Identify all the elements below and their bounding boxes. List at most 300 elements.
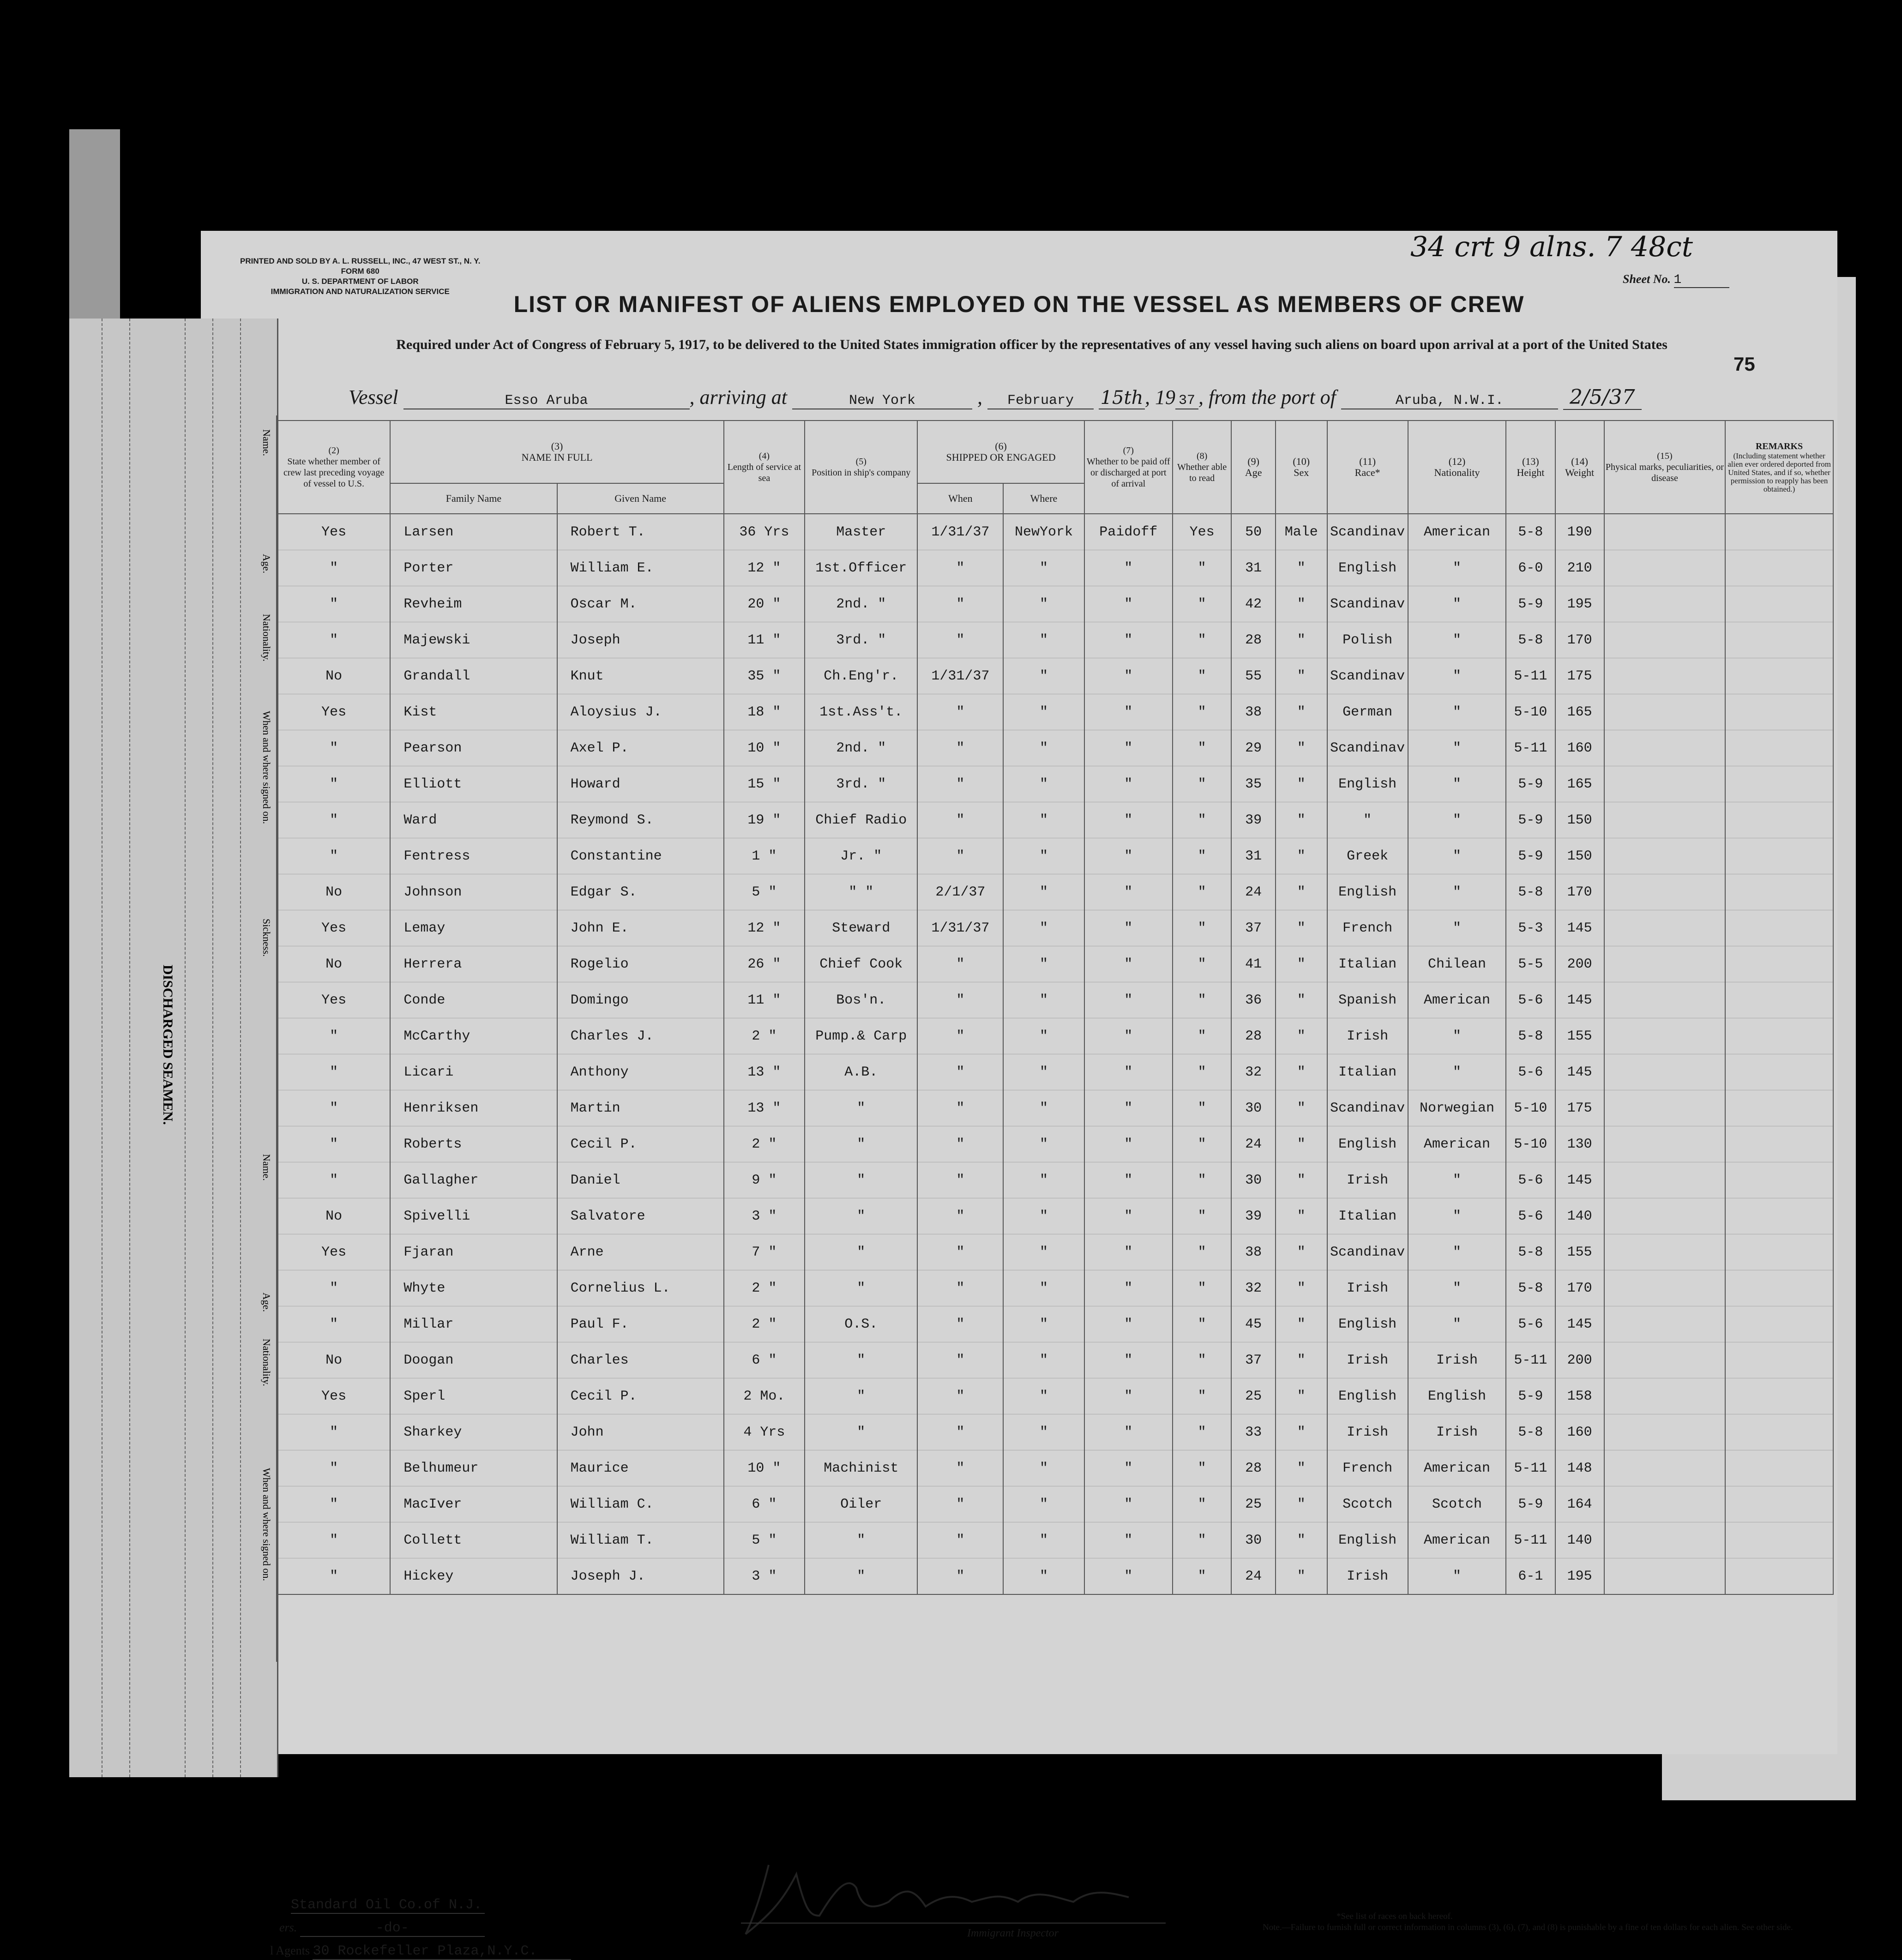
cell-able-to-read: ": [1173, 946, 1231, 982]
cell-paid-off: ": [1084, 1306, 1173, 1342]
cell-physical-marks: [1604, 1342, 1725, 1378]
cell-remarks: [1725, 1378, 1833, 1414]
cell-position: 2nd. ": [805, 730, 917, 766]
col-where-header: Where: [1003, 483, 1084, 514]
cell-shipped-when: ": [917, 1306, 1003, 1342]
cell-sex: ": [1276, 1522, 1327, 1558]
cell-physical-marks: [1604, 1090, 1725, 1126]
cell-able-to-read: ": [1173, 802, 1231, 838]
cell-weight: 148: [1555, 1450, 1604, 1486]
cell-physical-marks: [1604, 514, 1725, 550]
cell-position: Ch.Eng'r.: [805, 658, 917, 694]
cell-remarks: [1725, 1414, 1833, 1450]
cell-given-name: Arne: [557, 1234, 724, 1270]
cell-given-name: Salvatore: [557, 1198, 724, 1234]
operators-line: [279, 1920, 485, 1937]
cell-weight: 170: [1555, 622, 1604, 658]
cell-service: 10 ": [724, 730, 805, 766]
cell-nationality: ": [1408, 658, 1506, 694]
cell-shipped-where: ": [1003, 1450, 1084, 1486]
cell-family-name: McCarthy: [390, 1018, 557, 1054]
crew-row: [277, 838, 1833, 874]
cell-paid-off: ": [1084, 946, 1173, 982]
cell-service: 11 ": [724, 982, 805, 1018]
cell-service: 36 Yrs: [724, 514, 805, 550]
cell-position: 1st.Ass't.: [805, 694, 917, 730]
cell-able-to-read: ": [1173, 1090, 1231, 1126]
cell-shipped-when: ": [917, 1234, 1003, 1270]
cell-shipped-where: ": [1003, 1162, 1084, 1198]
crew-row: [277, 1198, 1833, 1234]
cell-height: 5-6: [1506, 1162, 1555, 1198]
cell-physical-marks: [1604, 1198, 1725, 1234]
cell-remarks: [1725, 1018, 1833, 1054]
cell-position: Oiler: [805, 1486, 917, 1522]
cell-shipped-where: ": [1003, 1198, 1084, 1234]
cell-shipped-when: ": [917, 622, 1003, 658]
cell-family-name: Henriksen: [390, 1090, 557, 1126]
cell-height: 5-9: [1506, 1378, 1555, 1414]
cell-age: 32: [1231, 1270, 1276, 1306]
cell-physical-marks: [1604, 946, 1725, 982]
cell-shipped-where: ": [1003, 658, 1084, 694]
cell-prior-voyage: ": [277, 1126, 390, 1162]
cell-shipped-when: ": [917, 1342, 1003, 1378]
cell-physical-marks: [1604, 1126, 1725, 1162]
cell-shipped-when: ": [917, 1162, 1003, 1198]
cell-position: 3rd. ": [805, 766, 917, 802]
col-remarks-header: REMARKS (Including statement whether alien ever ordered deported from United States, and if so, whether permission to reapply has been obtained.): [1725, 421, 1833, 514]
flap-label: Nationality.: [261, 614, 272, 662]
cell-physical-marks: [1604, 622, 1725, 658]
cell-remarks: [1725, 838, 1833, 874]
cell-shipped-when: 1/31/37: [917, 514, 1003, 550]
cell-prior-voyage: ": [277, 1306, 390, 1342]
form-number: FORM 680: [341, 267, 379, 276]
cell-age: 35: [1231, 766, 1276, 802]
cell-remarks: [1725, 1198, 1833, 1234]
cell-family-name: Millar: [390, 1306, 557, 1342]
arriving-label: , arriving at: [689, 386, 787, 409]
cell-family-name: Lemay: [390, 910, 557, 946]
cell-prior-voyage: Yes: [277, 1378, 390, 1414]
cell-weight: 195: [1555, 586, 1604, 622]
cell-remarks: [1725, 694, 1833, 730]
cell-service: 15 ": [724, 766, 805, 802]
cell-race: ": [1327, 802, 1408, 838]
cell-given-name: Constantine: [557, 838, 724, 874]
cell-sex: ": [1276, 622, 1327, 658]
cell-shipped-when: 1/31/37: [917, 658, 1003, 694]
cell-weight: 165: [1555, 694, 1604, 730]
cell-family-name: Grandall: [390, 658, 557, 694]
cell-shipped-where: ": [1003, 586, 1084, 622]
penalty-note: Note.—Failure to furnish full or correct information in columns (3), (6), (7), and (8) is punishable by a fine of ten dollars for each alien. See other side.: [1263, 1923, 1793, 1932]
cell-given-name: Anthony: [557, 1054, 724, 1090]
cell-sex: ": [1276, 1342, 1327, 1378]
cell-sex: ": [1276, 730, 1327, 766]
cell-race: Scandinav: [1327, 1234, 1408, 1270]
col-physical-marks-header: (15) Physical marks, peculiarities, or disease: [1604, 421, 1725, 514]
cell-shipped-when: ": [917, 1270, 1003, 1306]
cell-age: 55: [1231, 658, 1276, 694]
cell-given-name: William E.: [557, 550, 724, 586]
cell-remarks: [1725, 910, 1833, 946]
cell-given-name: Howard: [557, 766, 724, 802]
cell-given-name: Reymond S.: [557, 802, 724, 838]
cell-family-name: Herrera: [390, 946, 557, 982]
cell-position: Master: [805, 514, 917, 550]
page-number: 75: [1733, 353, 1755, 375]
flap-divider: [212, 319, 213, 1777]
cell-physical-marks: [1604, 1486, 1725, 1522]
cell-age: 28: [1231, 1450, 1276, 1486]
cell-paid-off: ": [1084, 658, 1173, 694]
cell-height: 5-8: [1506, 1018, 1555, 1054]
cell-sex: ": [1276, 838, 1327, 874]
crew-row: [277, 694, 1833, 730]
cell-shipped-where: ": [1003, 802, 1084, 838]
cell-race: English: [1327, 766, 1408, 802]
inspector-label: Immigrant Inspector: [967, 1927, 1059, 1939]
cell-paid-off: ": [1084, 550, 1173, 586]
cell-position: A.B.: [805, 1054, 917, 1090]
cell-race: Scotch: [1327, 1486, 1408, 1522]
crew-row: [277, 1450, 1833, 1486]
cell-family-name: Collett: [390, 1522, 557, 1558]
cell-height: 5-9: [1506, 838, 1555, 874]
agents-line: [270, 1943, 571, 1960]
cell-remarks: [1725, 586, 1833, 622]
cell-paid-off: ": [1084, 1126, 1173, 1162]
cell-nationality: ": [1408, 1558, 1506, 1595]
crew-table: [277, 420, 1834, 1595]
col-sex-header: (10) Sex: [1276, 421, 1327, 514]
cell-given-name: Daniel: [557, 1162, 724, 1198]
cell-given-name: Cecil P.: [557, 1126, 724, 1162]
cell-service: 35 ": [724, 658, 805, 694]
cell-family-name: MacIver: [390, 1486, 557, 1522]
cell-family-name: Johnson: [390, 874, 557, 910]
cell-height: 5-8: [1506, 622, 1555, 658]
cell-shipped-when: ": [917, 1090, 1003, 1126]
cell-race: Spanish: [1327, 982, 1408, 1018]
col-nationality-header: (12) Nationality: [1408, 421, 1506, 514]
cell-paid-off: ": [1084, 874, 1173, 910]
discharged-seamen-title: DISCHARGED SEAMEN.: [160, 965, 175, 1125]
cell-shipped-where: ": [1003, 1522, 1084, 1558]
cell-shipped-when: ": [917, 982, 1003, 1018]
cell-shipped-when: ": [917, 1558, 1003, 1595]
cell-nationality: ": [1408, 1054, 1506, 1090]
arrival-day: 15th: [1099, 387, 1145, 409]
cell-paid-off: Paidoff: [1084, 514, 1173, 550]
cell-service: 13 ": [724, 1054, 805, 1090]
cell-sex: Male: [1276, 514, 1327, 550]
sheet-number-value: 1: [1674, 273, 1729, 288]
cell-able-to-read: ": [1173, 1342, 1231, 1378]
cell-shipped-when: ": [917, 1378, 1003, 1414]
cell-age: 24: [1231, 874, 1276, 910]
cell-prior-voyage: Yes: [277, 514, 390, 550]
cell-age: 28: [1231, 622, 1276, 658]
cell-physical-marks: [1604, 1270, 1725, 1306]
cell-height: 5-9: [1506, 586, 1555, 622]
cell-remarks: [1725, 1306, 1833, 1342]
cell-able-to-read: ": [1173, 910, 1231, 946]
crew-row: [277, 1270, 1833, 1306]
cell-service: 6 ": [724, 1342, 805, 1378]
cell-position: ": [805, 1270, 917, 1306]
cell-height: 5-11: [1506, 1450, 1555, 1486]
cell-age: 36: [1231, 982, 1276, 1018]
cell-physical-marks: [1604, 658, 1725, 694]
cell-height: 5-10: [1506, 1090, 1555, 1126]
cell-remarks: [1725, 1486, 1833, 1522]
cell-shipped-when: 1/31/37: [917, 910, 1003, 946]
vessel-name: Esso Aruba: [403, 393, 690, 409]
crew-row: [277, 1414, 1833, 1450]
cell-shipped-where: ": [1003, 1378, 1084, 1414]
cell-position: 2nd. ": [805, 586, 917, 622]
cell-able-to-read: ": [1173, 622, 1231, 658]
cell-shipped-when: ": [917, 1522, 1003, 1558]
cell-given-name: Cornelius L.: [557, 1270, 724, 1306]
cell-height: 5-6: [1506, 982, 1555, 1018]
cell-prior-voyage: ": [277, 622, 390, 658]
cell-sex: ": [1276, 874, 1327, 910]
cell-family-name: Porter: [390, 550, 557, 586]
crew-row: [277, 1486, 1833, 1522]
cell-remarks: [1725, 802, 1833, 838]
cell-nationality: ": [1408, 1162, 1506, 1198]
handwritten-count: 34 crt 9 alns. 7 48ct: [1410, 231, 1693, 263]
crew-row: [277, 730, 1833, 766]
cell-shipped-when: ": [917, 1018, 1003, 1054]
col-read-header: (8) Whether able to read: [1173, 421, 1231, 514]
cell-shipped-where: ": [1003, 766, 1084, 802]
cell-weight: 170: [1555, 874, 1604, 910]
cell-service: 2 ": [724, 1270, 805, 1306]
cell-race: Italian: [1327, 1054, 1408, 1090]
cell-sex: ": [1276, 1270, 1327, 1306]
cell-age: 30: [1231, 1162, 1276, 1198]
cell-service: 2 ": [724, 1018, 805, 1054]
cell-shipped-when: ": [917, 586, 1003, 622]
cell-family-name: Elliott: [390, 766, 557, 802]
cell-prior-voyage: ": [277, 766, 390, 802]
cell-prior-voyage: ": [277, 586, 390, 622]
cell-remarks: [1725, 1090, 1833, 1126]
cell-shipped-when: ": [917, 1054, 1003, 1090]
cell-shipped-where: ": [1003, 1054, 1084, 1090]
cell-paid-off: ": [1084, 1018, 1173, 1054]
cell-sex: ": [1276, 694, 1327, 730]
cell-paid-off: ": [1084, 1522, 1173, 1558]
cell-physical-marks: [1604, 910, 1725, 946]
col-family-name-header: Family Name: [390, 483, 557, 514]
cell-position: ": [805, 1414, 917, 1450]
arrival-year: 37: [1175, 393, 1198, 409]
cell-service: 11 ": [724, 622, 805, 658]
agents-address: 30 Rockefeller Plaza,N.Y.C.: [313, 1943, 571, 1960]
crew-row: [277, 802, 1833, 838]
crew-row: [277, 550, 1833, 586]
cell-weight: 170: [1555, 1270, 1604, 1306]
cell-remarks: [1725, 658, 1833, 694]
cell-shipped-where: NewYork: [1003, 514, 1084, 550]
crew-row: [277, 514, 1833, 550]
col-race-header: (11) Race*: [1327, 421, 1408, 514]
cell-race: Irish: [1327, 1162, 1408, 1198]
cell-age: 30: [1231, 1090, 1276, 1126]
operators-value: -do-: [300, 1920, 485, 1937]
cell-race: Irish: [1327, 1414, 1408, 1450]
cell-weight: 150: [1555, 838, 1604, 874]
cell-weight: 145: [1555, 1306, 1604, 1342]
cell-age: 38: [1231, 694, 1276, 730]
cell-family-name: Conde: [390, 982, 557, 1018]
cell-prior-voyage: ": [277, 1162, 390, 1198]
cell-nationality: Irish: [1408, 1342, 1506, 1378]
cell-paid-off: ": [1084, 1378, 1173, 1414]
cell-family-name: Ward: [390, 802, 557, 838]
cell-sex: ": [1276, 946, 1327, 982]
cell-height: 5-8: [1506, 1414, 1555, 1450]
cell-given-name: Charles J.: [557, 1018, 724, 1054]
cell-prior-voyage: No: [277, 874, 390, 910]
cell-age: 39: [1231, 1198, 1276, 1234]
cell-family-name: Fjaran: [390, 1234, 557, 1270]
cell-paid-off: ": [1084, 1090, 1173, 1126]
cell-service: 1 ": [724, 838, 805, 874]
cell-paid-off: ": [1084, 982, 1173, 1018]
cell-position: Jr. ": [805, 838, 917, 874]
cell-position: Chief Cook: [805, 946, 917, 982]
crew-row: [277, 1090, 1833, 1126]
cell-service: 10 ": [724, 1450, 805, 1486]
cell-weight: 175: [1555, 658, 1604, 694]
cell-service: 19 ": [724, 802, 805, 838]
cell-physical-marks: [1604, 1054, 1725, 1090]
cell-nationality: ": [1408, 838, 1506, 874]
cell-paid-off: ": [1084, 1486, 1173, 1522]
cell-family-name: Spivelli: [390, 1198, 557, 1234]
cell-remarks: [1725, 1162, 1833, 1198]
cell-prior-voyage: ": [277, 1450, 390, 1486]
cell-remarks: [1725, 1054, 1833, 1090]
owner-name: Standard Oil Co.of N.J.: [291, 1897, 485, 1914]
cell-nationality: American: [1408, 514, 1506, 550]
cell-nationality: ": [1408, 874, 1506, 910]
cell-shipped-where: ": [1003, 1306, 1084, 1342]
cell-nationality: ": [1408, 766, 1506, 802]
cell-physical-marks: [1604, 1018, 1725, 1054]
flap-label: Name.: [261, 429, 272, 457]
cell-weight: 200: [1555, 1342, 1604, 1378]
cell-paid-off: ": [1084, 694, 1173, 730]
cell-service: 2 ": [724, 1126, 805, 1162]
cell-weight: 160: [1555, 730, 1604, 766]
cell-prior-voyage: ": [277, 1522, 390, 1558]
cell-physical-marks: [1604, 1306, 1725, 1342]
col-service-header: (4) Length of service at sea: [724, 421, 805, 514]
cell-nationality: ": [1408, 1306, 1506, 1342]
cell-sex: ": [1276, 1378, 1327, 1414]
cell-paid-off: ": [1084, 802, 1173, 838]
cell-race: Greek: [1327, 838, 1408, 874]
cell-sex: ": [1276, 1306, 1327, 1342]
cell-given-name: John E.: [557, 910, 724, 946]
cell-age: 45: [1231, 1306, 1276, 1342]
cell-remarks: [1725, 622, 1833, 658]
cell-family-name: Roberts: [390, 1126, 557, 1162]
cell-age: 32: [1231, 1054, 1276, 1090]
cell-height: 6-0: [1506, 550, 1555, 586]
cell-sex: ": [1276, 1054, 1327, 1090]
cell-given-name: John: [557, 1414, 724, 1450]
handwritten-date: 2/5/37: [1563, 385, 1642, 410]
races-note: *See list of races on back hereof.: [1336, 1912, 1453, 1921]
footer-notes: [1263, 1911, 1817, 1933]
cell-race: English: [1327, 1126, 1408, 1162]
cell-paid-off: ": [1084, 1342, 1173, 1378]
cell-age: 24: [1231, 1126, 1276, 1162]
cell-family-name: Hickey: [390, 1558, 557, 1595]
cell-shipped-where: ": [1003, 1090, 1084, 1126]
cell-family-name: Larsen: [390, 514, 557, 550]
cell-height: 6-1: [1506, 1558, 1555, 1595]
crew-row: [277, 1342, 1833, 1378]
cell-height: 5-9: [1506, 1486, 1555, 1522]
cell-weight: 145: [1555, 1162, 1604, 1198]
cell-family-name: Licari: [390, 1054, 557, 1090]
cell-height: 5-9: [1506, 802, 1555, 838]
cell-shipped-where: ": [1003, 1234, 1084, 1270]
cell-physical-marks: [1604, 1162, 1725, 1198]
flap-divider: [129, 319, 130, 1777]
cell-nationality: ": [1408, 550, 1506, 586]
discharged-seamen-flap: [69, 319, 278, 1777]
cell-weight: 155: [1555, 1018, 1604, 1054]
cell-physical-marks: [1604, 802, 1725, 838]
cell-remarks: [1725, 982, 1833, 1018]
cell-family-name: Whyte: [390, 1270, 557, 1306]
cell-service: 2 ": [724, 1306, 805, 1342]
crew-row: [277, 874, 1833, 910]
cell-prior-voyage: ": [277, 550, 390, 586]
crew-row: [277, 1378, 1833, 1414]
crew-row: [277, 910, 1833, 946]
crew-row: [277, 622, 1833, 658]
cell-remarks: [1725, 730, 1833, 766]
cell-service: 7 ": [724, 1234, 805, 1270]
col-name-header: (3) NAME IN FULL: [390, 421, 723, 483]
cell-family-name: Kist: [390, 694, 557, 730]
cell-shipped-where: ": [1003, 550, 1084, 586]
crew-row: [277, 1018, 1833, 1054]
cell-physical-marks: [1604, 766, 1725, 802]
cell-able-to-read: ": [1173, 766, 1231, 802]
cell-given-name: William T.: [557, 1522, 724, 1558]
cell-prior-voyage: ": [277, 1090, 390, 1126]
cell-service: 12 ": [724, 550, 805, 586]
flap-label: Nationality.: [261, 1339, 272, 1387]
cell-weight: 160: [1555, 1414, 1604, 1450]
agents-label: l Agents: [270, 1944, 310, 1957]
cell-shipped-where: ": [1003, 874, 1084, 910]
cell-able-to-read: ": [1173, 1522, 1231, 1558]
